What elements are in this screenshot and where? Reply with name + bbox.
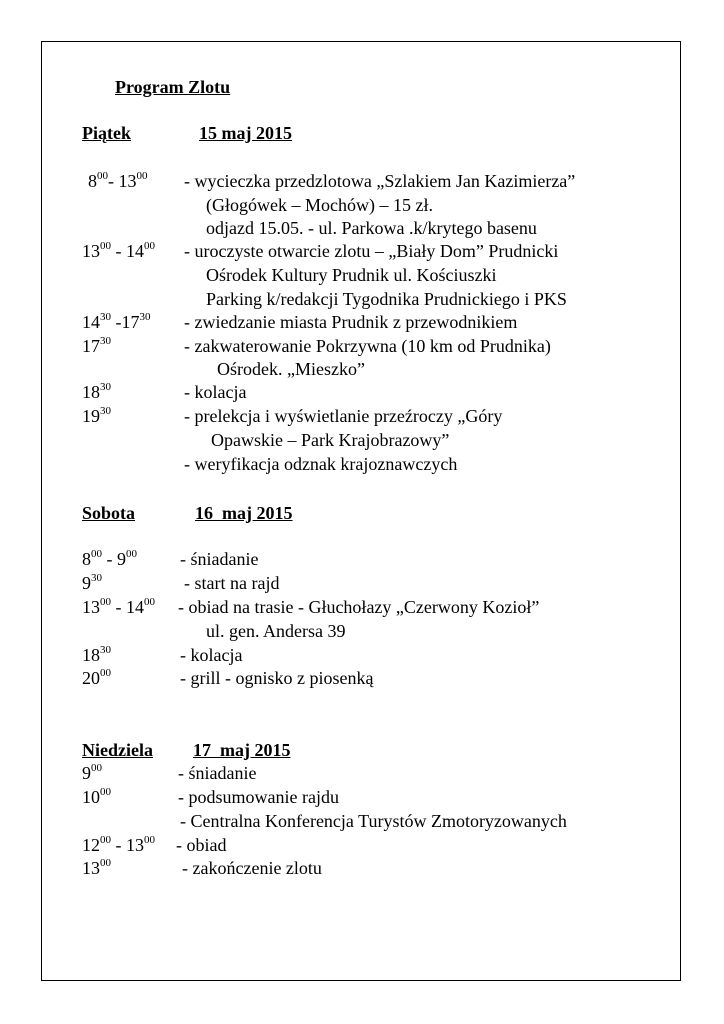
schedule-description: - zakwaterowanie Pokrzywna (10 km od Prudnika) [184, 336, 551, 356]
schedule-description: Ośrodek Kultury Prudnik ul. Kościuszki [206, 265, 497, 285]
day-date: 16 maj 2015 [195, 503, 293, 523]
schedule-description: - Centralna Konferencja Turystów Zmotoryzowanych [180, 811, 567, 831]
schedule-description: - grill - ognisko z piosenką [180, 668, 374, 688]
schedule-time: $10^{00}$ [82, 786, 111, 807]
schedule-description: Parking k/redakcji Tygodnika Prudnickiego i PKS [206, 289, 567, 309]
schedule-time: $9^{30}$ [82, 572, 102, 593]
schedule-time: $19^{30}$ [82, 405, 111, 426]
schedule-description: odjazd 15.05. - ul. Parkowa .k/krytego basenu [206, 218, 537, 238]
schedule-time: $8^{00}-$ $13^{00}$ [88, 170, 148, 191]
schedule-description: - weryfikacja odznak krajoznawczych [184, 454, 458, 474]
schedule-time: $20^{00}$ [82, 667, 111, 688]
schedule-description: - prelekcja i wyświetlanie przeźroczy „Góry [184, 406, 503, 426]
schedule-time: $14^{30}$ $-17^{30}$ [82, 311, 151, 332]
day-date: 17 maj 2015 [192, 740, 291, 760]
schedule-time: $18^{30}$ [82, 644, 111, 665]
schedule-time: $13^{00} - 14^{00}$ [82, 240, 155, 261]
schedule-time: $8^{00} - 9^{00}$ [82, 548, 137, 569]
schedule-time: $17^{30}$ [82, 335, 111, 356]
schedule-description: - uroczyste otwarcie zlotu – „Biały Dom” Prudnicki [184, 241, 559, 261]
schedule-description: - podsumowanie rajdu [178, 787, 339, 807]
schedule-description: - zakończenie zlotu [182, 858, 322, 878]
schedule-description: Opawskie – Park Krajobrazowy” [211, 430, 450, 450]
schedule-description: - obiad na trasie - Głuchołazy „Czerwony Kozioł” [178, 597, 540, 617]
day-name: Sobota [82, 503, 136, 523]
schedule-description: - start na rajd [184, 573, 280, 593]
day-heading-sunday [82, 739, 290, 761]
schedule-time: $12^{00} - 13^{00}$ [82, 834, 155, 855]
schedule-description: - śniadanie [178, 763, 257, 783]
schedule-time: $18^{30}$ [82, 381, 111, 402]
day-date: 15 maj 2015 [199, 123, 292, 143]
schedule-description: - śniadanie [180, 549, 259, 569]
day-name: Piątek [82, 123, 131, 143]
schedule-description: - kolacja [180, 645, 243, 665]
day-heading-friday [82, 122, 292, 144]
schedule-description: - zwiedzanie miasta Prudnik z przewodnikiem [184, 312, 518, 332]
schedule-time: $13^{00} - 14^{00}$ [82, 596, 155, 617]
document-title: Program Zlotu [115, 77, 231, 97]
schedule-description: - obiad [176, 835, 227, 855]
schedule-description: ul. gen. Andersa 39 [206, 621, 346, 641]
schedule-description: Ośrodek. „Mieszko” [217, 359, 365, 379]
schedule-description: (Głogówek – Mochów) – 15 zł. [206, 195, 433, 215]
schedule-description: - kolacja [184, 382, 247, 402]
day-name: Niedziela [82, 740, 153, 760]
day-heading-saturday [82, 502, 293, 524]
schedule-time: $9^{00}$ [82, 762, 102, 783]
schedule-description: - wycieczka przedzlotowa „Szlakiem Jan Kazimierza” [184, 171, 576, 191]
schedule-time: $13^{00}$ [82, 857, 111, 878]
